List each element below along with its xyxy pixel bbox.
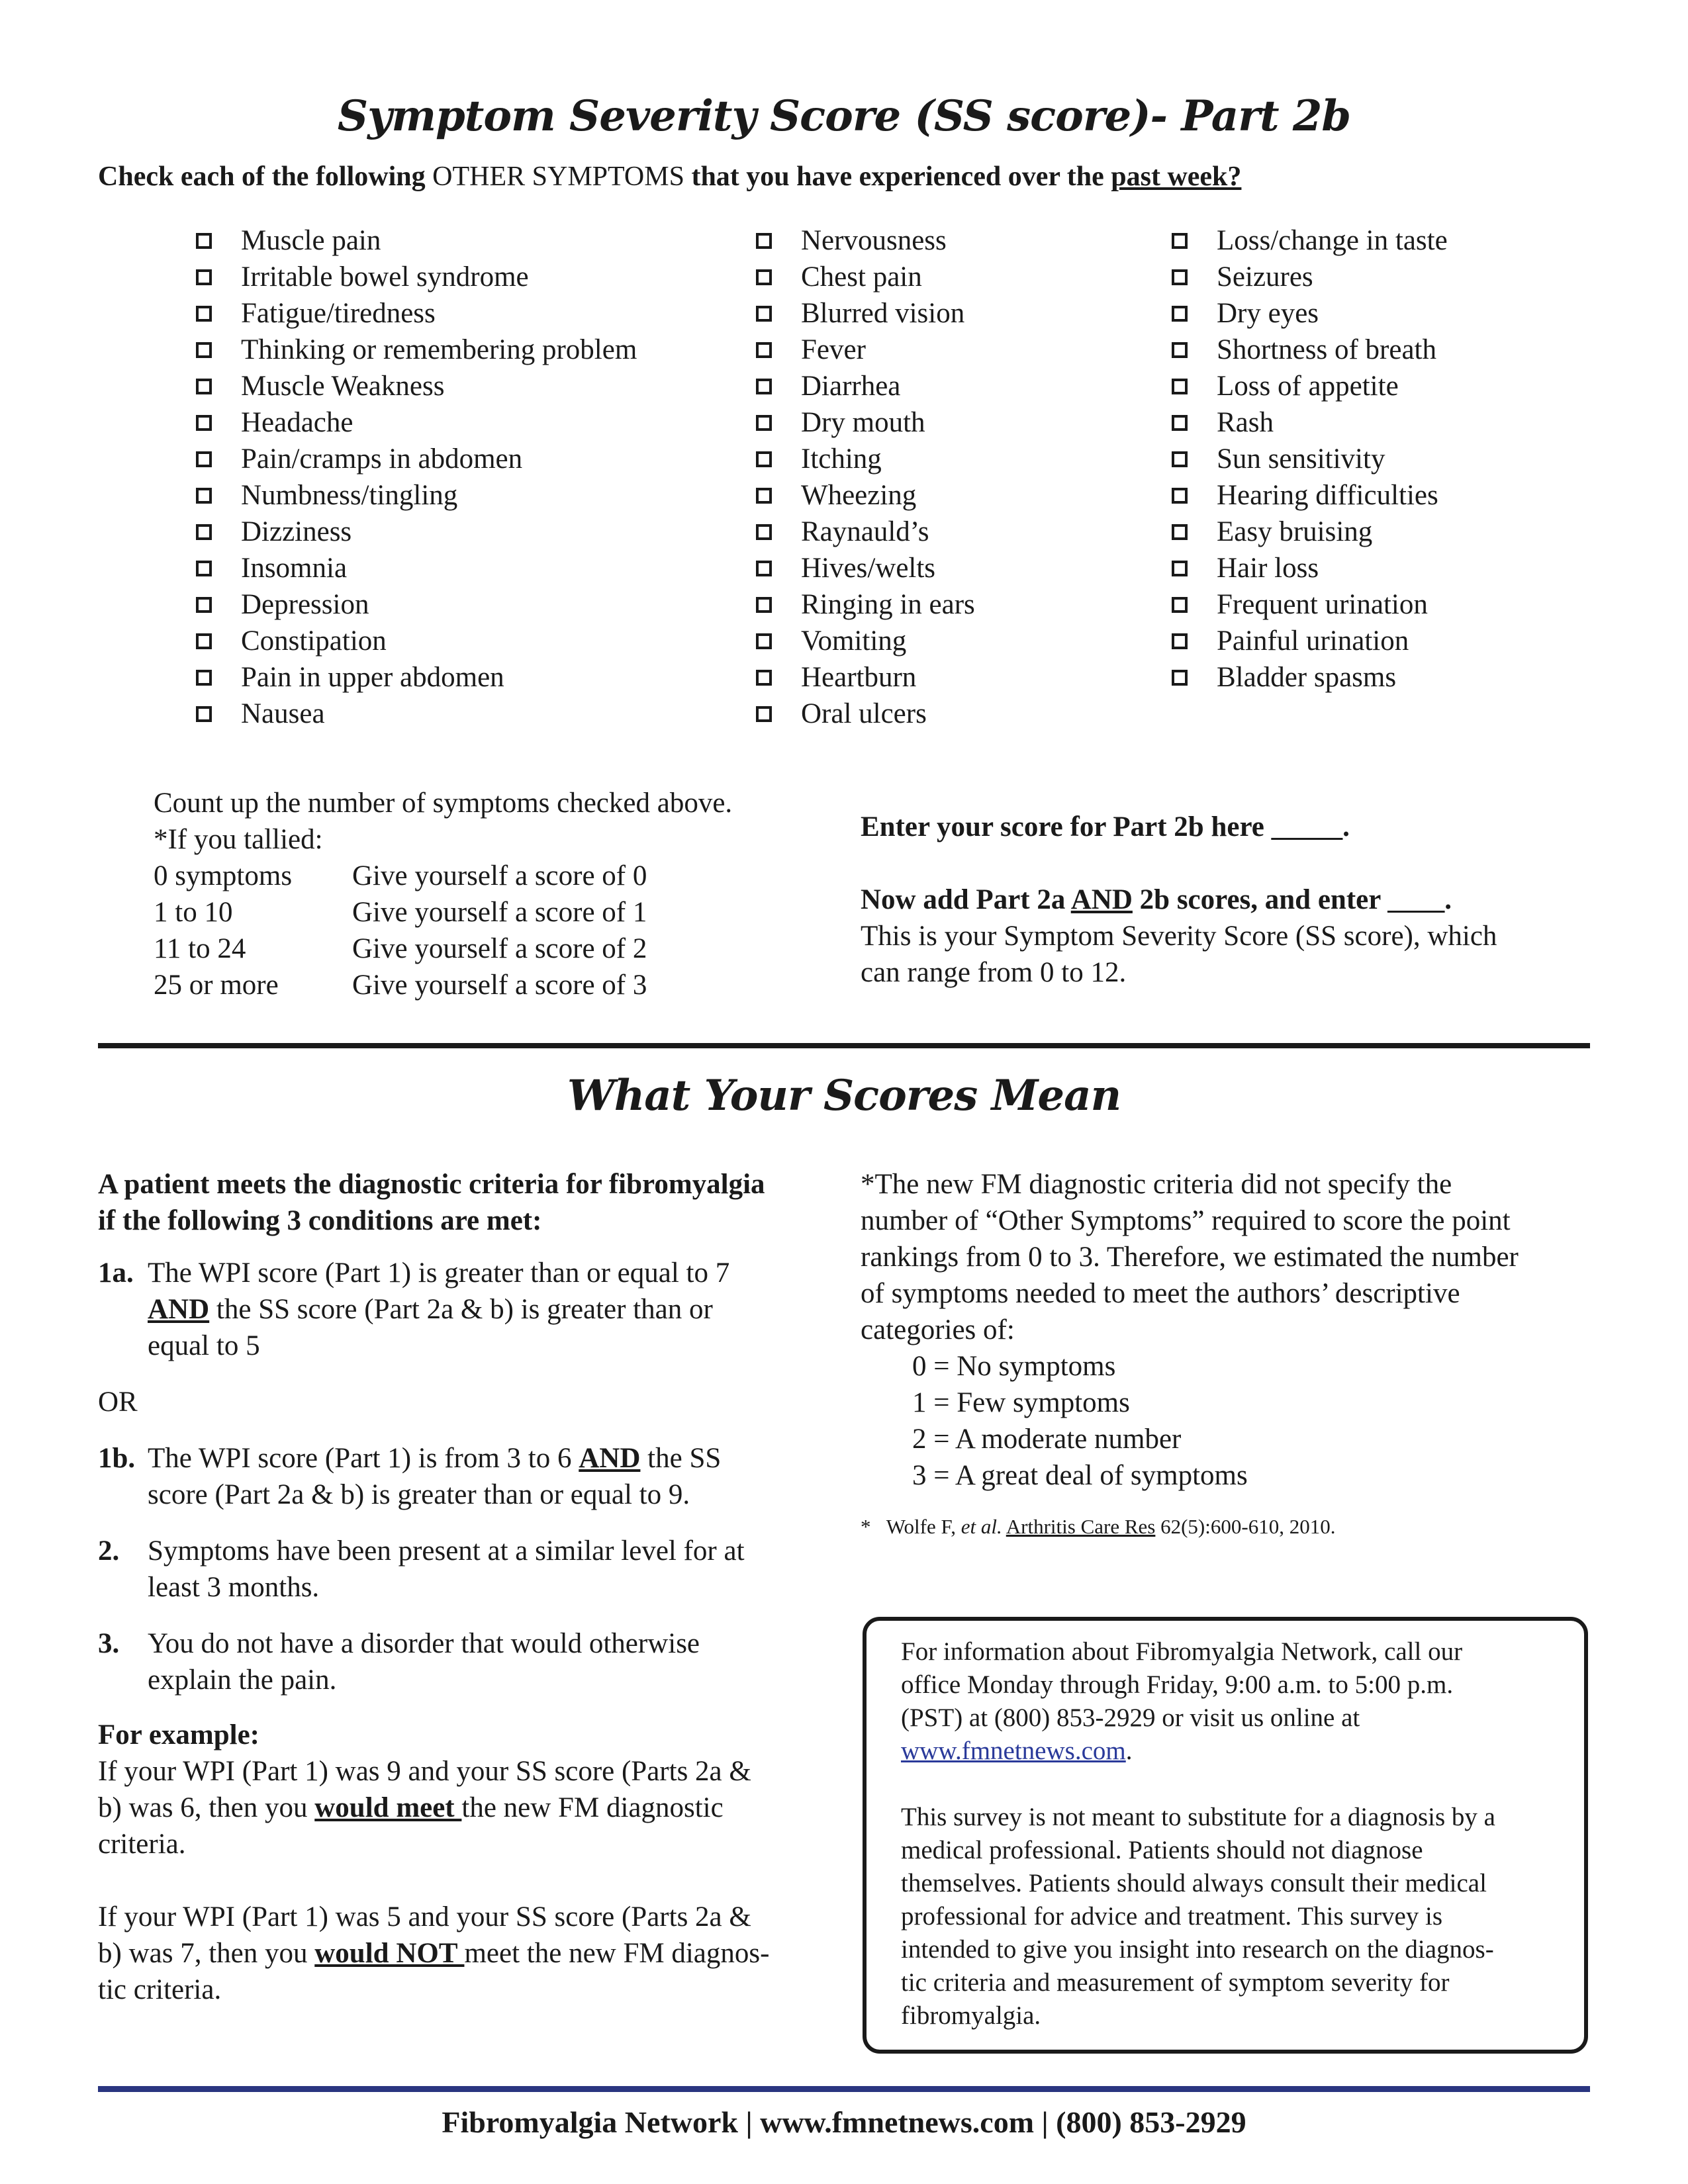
symptom-item[interactable] xyxy=(756,623,975,659)
symptom-item[interactable] xyxy=(196,332,637,368)
symptom-checkbox[interactable] xyxy=(1172,233,1188,249)
symptom-checkbox[interactable] xyxy=(1172,342,1188,358)
symptom-checkbox[interactable] xyxy=(196,451,212,467)
symptom-label: Ringing in ears xyxy=(801,589,975,620)
symptom-checkbox[interactable] xyxy=(1172,415,1188,431)
tally-score: Give yourself a score of 3 xyxy=(352,970,647,1001)
tally-score: Give yourself a score of 2 xyxy=(352,933,647,964)
symptom-checkbox[interactable] xyxy=(1172,670,1188,686)
symptom-checkbox[interactable] xyxy=(756,342,772,358)
symptom-checkbox[interactable] xyxy=(1172,633,1188,649)
symptom-label: Chest pain xyxy=(801,261,922,293)
symptom-checkbox[interactable] xyxy=(756,524,772,540)
tally-table xyxy=(154,858,732,1003)
part2b-instructions: Check each of the following OTHER SYMPTOMS that you have experienced over the past week? xyxy=(98,161,1242,192)
criterion-3: 3. You do not have a disorder that would otherwise explain the pain. xyxy=(98,1628,700,1696)
symptom-label: Fever xyxy=(801,334,866,365)
symptom-item[interactable] xyxy=(1172,295,1448,332)
website-link[interactable]: www.fmnetnews.com xyxy=(901,1737,1126,1765)
symptom-label: Hives/welts xyxy=(801,553,936,584)
symptom-item[interactable] xyxy=(196,550,637,586)
symptom-checkbox[interactable] xyxy=(756,633,772,649)
symptom-checkbox[interactable] xyxy=(756,233,772,249)
symptom-label: Itching xyxy=(801,443,882,475)
symptom-label: Loss of appetite xyxy=(1217,371,1399,402)
symptom-item[interactable] xyxy=(1172,259,1448,295)
symptom-label: Easy bruising xyxy=(1217,516,1373,547)
symptom-item[interactable] xyxy=(756,441,975,477)
symptom-checkbox[interactable] xyxy=(196,706,212,722)
criteria-section xyxy=(98,1166,833,2008)
example-heading: For example: xyxy=(98,1719,259,1751)
symptom-item[interactable] xyxy=(756,222,975,259)
symptom-checkbox[interactable] xyxy=(196,342,212,358)
tally-range: 25 or more xyxy=(154,970,279,1001)
symptom-checkbox[interactable] xyxy=(756,379,772,394)
symptom-label: Vomiting xyxy=(801,625,907,657)
symptom-item[interactable] xyxy=(756,696,975,732)
category-list xyxy=(861,1348,1595,1494)
symptom-label: Bladder spasms xyxy=(1217,662,1397,693)
tally-line: *If you tallied: xyxy=(154,824,323,855)
footer-divider xyxy=(98,2086,1590,2092)
symptom-label: Diarrhea xyxy=(801,371,901,402)
symptom-checkbox[interactable] xyxy=(196,597,212,613)
symptom-item[interactable] xyxy=(756,550,975,586)
symptom-label: Oral ulcers xyxy=(801,698,927,729)
symptom-label: Hearing difficulties xyxy=(1217,480,1438,511)
symptom-label: Insomnia xyxy=(241,553,348,584)
symptom-item[interactable] xyxy=(196,368,637,404)
symptom-label: Frequent urination xyxy=(1217,589,1428,620)
symptom-label: Dizziness xyxy=(241,516,352,547)
symptom-checkbox[interactable] xyxy=(196,488,212,504)
symptom-checkbox[interactable] xyxy=(1172,379,1188,394)
symptom-checkbox[interactable] xyxy=(756,670,772,686)
symptom-checkbox[interactable] xyxy=(756,597,772,613)
tally-row xyxy=(154,858,732,894)
symptom-label: Muscle pain xyxy=(241,225,381,256)
symptom-item[interactable] xyxy=(1172,332,1448,368)
example-2: If your WPI (Part 1) was 5 and your SS score (Parts 2a & b) was 7, then you would NOT meet the new FM diagnos- tic criteria. xyxy=(98,1901,770,2005)
tally-range: 0 symptoms xyxy=(154,860,293,891)
symptom-label: Heartburn xyxy=(801,662,917,693)
symptom-checkbox[interactable] xyxy=(756,451,772,467)
symptom-column-1 xyxy=(196,222,637,732)
symptom-label: Nervousness xyxy=(801,225,947,256)
info-box: For information about Fibromyalgia Network, call our office Monday through Friday, 9:00 a.m. to 5:00 p.m. (PST) at (800) 853-2929 or visit us online at www.fmnetnews.com. This survey is not meant to substitute for a diagnosis by a medical professional. Patients should not diagnose themselves. Patients should always consult their medical professional for advice and treatment. This survey is intended to give you insight into research on the diagnos- tic criteria and measurement of symptom severity for fibromyalgia. xyxy=(863,1617,1588,2054)
ss-score-range: can range from 0 to 12. xyxy=(861,957,1127,988)
symptom-label: Rash xyxy=(1217,407,1274,438)
symptom-label: Blurred vision xyxy=(801,298,965,329)
symptom-label: Irritable bowel syndrome xyxy=(241,261,529,293)
tally-row xyxy=(154,894,732,931)
symptom-label: Dry eyes xyxy=(1217,298,1319,329)
symptom-label: Pain/cramps in abdomen xyxy=(241,443,523,475)
tally-score: Give yourself a score of 1 xyxy=(352,897,647,928)
symptom-label: Thinking or remembering problem xyxy=(241,334,637,365)
symptom-item[interactable] xyxy=(1172,659,1448,696)
symptom-label: Painful urination xyxy=(1217,625,1409,657)
tally-range: 1 to 10 xyxy=(154,897,233,928)
symptom-checkbox[interactable] xyxy=(1172,306,1188,322)
symptom-checkbox[interactable] xyxy=(1172,451,1188,467)
score-entry xyxy=(861,809,1497,991)
symptom-checkbox[interactable] xyxy=(196,524,212,540)
criterion-2: 2. Symptoms have been present at a similar level for at least 3 months. xyxy=(98,1535,745,1603)
symptom-item[interactable] xyxy=(1172,514,1448,550)
symptom-item[interactable] xyxy=(756,368,975,404)
symptom-label: Raynauld’s xyxy=(801,516,929,547)
symptom-label: Constipation xyxy=(241,625,387,657)
symptom-label: Dry mouth xyxy=(801,407,925,438)
category-item: 0 = No symptoms xyxy=(912,1351,1116,1382)
symptom-item[interactable] xyxy=(196,404,637,441)
symptom-label: Seizures xyxy=(1217,261,1313,293)
criteria-intro-1: A patient meets the diagnostic criteria for fibromyalgia xyxy=(98,1169,765,1200)
symptom-item[interactable] xyxy=(756,514,975,550)
criterion-1a: 1a. The WPI score (Part 1) is greater than or equal to 7 AND the SS score (Part 2a & b) is greater than or equal to 5 xyxy=(98,1257,730,1361)
symptom-label: Loss/change in taste xyxy=(1217,225,1448,256)
symptom-checkbox[interactable] xyxy=(756,306,772,322)
symptom-item[interactable] xyxy=(756,586,975,623)
category-item: 3 = A great deal of symptoms xyxy=(912,1460,1248,1491)
footer: Fibromyalgia Network | www.fmnetnews.com | (800) 853-2929 xyxy=(442,2105,1246,2139)
symptom-item[interactable] xyxy=(1172,550,1448,586)
ss-score-explanation: This is your Symptom Severity Score (SS score), which xyxy=(861,921,1497,952)
category-item: 1 = Few symptoms xyxy=(912,1387,1130,1418)
symptom-label: Fatigue/tiredness xyxy=(241,298,436,329)
criteria-intro-2: if the following 3 conditions are met: xyxy=(98,1205,542,1236)
tally-instructions xyxy=(154,785,732,1003)
symptom-item[interactable] xyxy=(196,295,637,332)
tally-row xyxy=(154,967,732,1003)
symptom-item[interactable] xyxy=(1172,441,1448,477)
symptom-item[interactable] xyxy=(756,259,975,295)
scoring-note: *The new FM diagnostic criteria did not specify the number of “Other Symptoms” required to score the point rankings from 0 to 3. Therefore, we estimated the number of symptoms needed to meet the authors’ descriptive categories of: 0 = No symptoms 1 = Few symptoms 2 = A moderate number 3 = A great deal of symptoms * Wolfe F, et al. Arthritis Care Res 62(5):600-610, 2010. xyxy=(861,1166,1595,1545)
symptom-checkbox[interactable] xyxy=(1172,524,1188,540)
section-divider xyxy=(98,1043,1590,1048)
symptom-checkbox[interactable] xyxy=(756,561,772,576)
symptom-item[interactable] xyxy=(756,295,975,332)
symptom-label: Muscle Weakness xyxy=(241,371,445,402)
symptom-item[interactable] xyxy=(196,659,637,696)
symptom-item[interactable] xyxy=(756,404,975,441)
symptom-item[interactable] xyxy=(196,441,637,477)
symptom-checkbox[interactable] xyxy=(756,269,772,285)
symptom-checkbox[interactable] xyxy=(196,415,212,431)
symptom-checkbox[interactable] xyxy=(1172,597,1188,613)
symptom-label: Headache xyxy=(241,407,353,438)
symptom-label: Wheezing xyxy=(801,480,917,511)
add-scores-line[interactable]: Now add Part 2a AND 2b scores, and enter ____. xyxy=(861,884,1452,915)
symptom-item[interactable] xyxy=(1172,222,1448,259)
symptom-checkbox[interactable] xyxy=(196,233,212,249)
or-label: OR xyxy=(98,1387,138,1418)
symptom-checkbox[interactable] xyxy=(196,670,212,686)
meaning-title: What Your Scores Mean xyxy=(567,1071,1121,1120)
symptom-item[interactable] xyxy=(196,222,637,259)
symptom-item[interactable] xyxy=(1172,623,1448,659)
citation: * Wolfe F, et al. Arthritis Care Res 62(5):600-610, 2010. xyxy=(861,1515,1336,1538)
symptom-checkbox[interactable] xyxy=(196,306,212,322)
enter-score-line[interactable]: Enter your score for Part 2b here _____. xyxy=(861,811,1350,842)
symptom-label: Depression xyxy=(241,589,369,620)
symptom-checkbox[interactable] xyxy=(196,269,212,285)
symptom-item[interactable] xyxy=(756,659,975,696)
category-item: 2 = A moderate number xyxy=(912,1424,1182,1455)
tally-row xyxy=(154,931,732,967)
symptom-item[interactable] xyxy=(1172,404,1448,441)
symptom-item[interactable] xyxy=(196,696,637,732)
symptom-checkbox[interactable] xyxy=(756,488,772,504)
symptom-label: Nausea xyxy=(241,698,325,729)
symptom-checkbox[interactable] xyxy=(756,706,772,722)
symptom-item[interactable] xyxy=(1172,477,1448,514)
symptom-item[interactable] xyxy=(196,623,637,659)
symptom-label: Pain in upper abdomen xyxy=(241,662,504,693)
symptom-label: Numbness/tingling xyxy=(241,480,458,511)
symptom-item[interactable] xyxy=(1172,586,1448,623)
symptom-item[interactable] xyxy=(1172,368,1448,404)
symptom-checkbox[interactable] xyxy=(756,415,772,431)
citation-journal: Arthritis Care Res xyxy=(1006,1515,1156,1538)
symptom-item[interactable] xyxy=(196,514,637,550)
symptom-label: Shortness of breath xyxy=(1217,334,1436,365)
symptom-checkbox[interactable] xyxy=(1172,269,1188,285)
symptom-label: Hair loss xyxy=(1217,553,1319,584)
example-1: If your WPI (Part 1) was 9 and your SS score (Parts 2a & b) was 6, then you would meet the new FM diagnostic criteria. xyxy=(98,1756,751,1860)
tally-score: Give yourself a score of 0 xyxy=(352,860,647,891)
symptom-item[interactable] xyxy=(756,332,975,368)
count-line: Count up the number of symptoms checked above. xyxy=(154,788,733,819)
symptom-checkbox[interactable] xyxy=(196,379,212,394)
symptom-checkbox[interactable] xyxy=(1172,561,1188,576)
symptom-checkbox[interactable] xyxy=(1172,488,1188,504)
symptom-item[interactable] xyxy=(196,259,637,295)
symptom-checkbox[interactable] xyxy=(196,561,212,576)
symptom-item[interactable] xyxy=(756,477,975,514)
criterion-1b: 1b. The WPI score (Part 1) is from 3 to 6 AND the SS score (Part 2a & b) is greater than or equal to 9. xyxy=(98,1443,722,1510)
symptom-item[interactable] xyxy=(196,586,637,623)
symptom-column-2 xyxy=(756,222,975,732)
tally-range: 11 to 24 xyxy=(154,933,246,964)
symptom-label: Sun sensitivity xyxy=(1217,443,1385,475)
part2b-title: Symptom Severity Score (SS score)- Part 2b xyxy=(337,91,1351,141)
symptom-column-3 xyxy=(1172,222,1448,696)
symptom-item[interactable] xyxy=(196,477,637,514)
symptom-checkbox[interactable] xyxy=(196,633,212,649)
